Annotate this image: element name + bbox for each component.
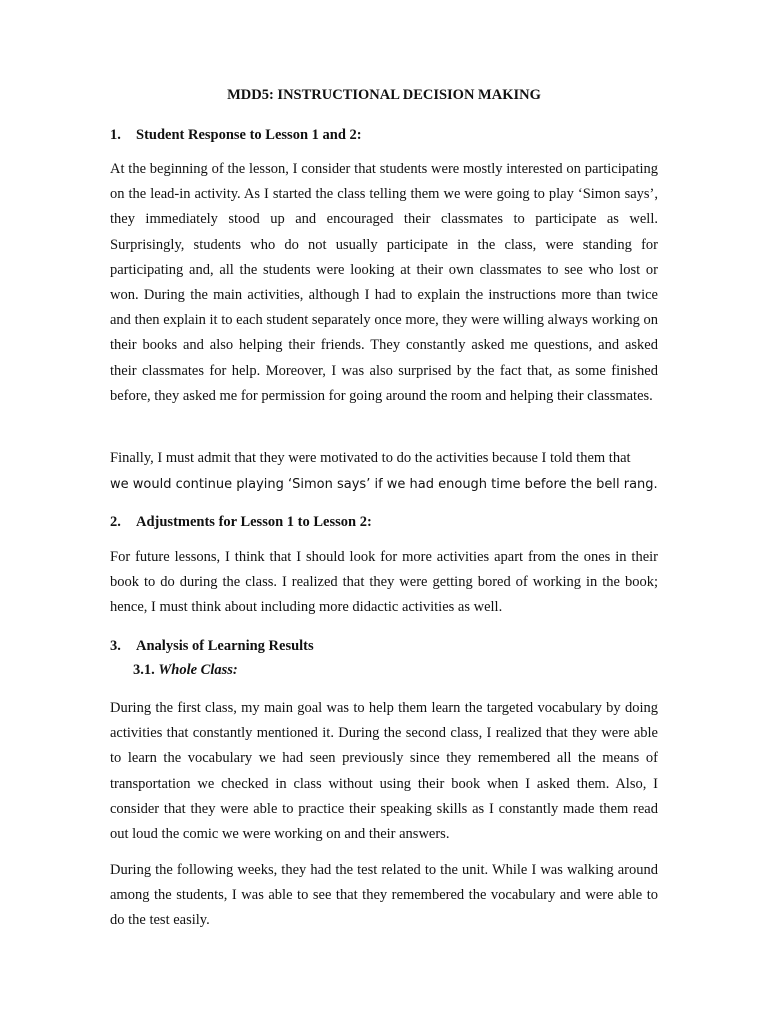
section-2-heading [110, 513, 372, 531]
section-1-paragraph-2-continued: we would continue playing ‘Simon says’ if we had enough time before the bell rang. [110, 477, 658, 492]
section-3-paragraph-1: During the first class, my main goal was to help them learn the targeted vocabulary by doing activities that constantly mentioned it. During the second class, I realized that they were able to learn the vocabulary we had seen previously since they remembered all the means of transportation we checked in class without using their book when I asked them. Also, I consider that they were able to practice their speaking skills as I constantly made them read out loud the comic we were working on and their answers. [110, 700, 658, 843]
subsection-3-1-heading [133, 661, 238, 679]
section-3-title: Analysis of Learning Results [136, 638, 314, 654]
section-3-number: 3. [110, 638, 121, 654]
section-2-number: 2. [110, 514, 121, 530]
document-title: MDD5: INSTRUCTIONAL DECISION MAKING [227, 87, 541, 103]
section-2-paragraph-1: For future lessons, I think that I should look for more activities apart from the ones in their book to do during the class. I realized that they were getting bored of working in the book; hence, I must think about including more didactic activities as well. [110, 549, 658, 616]
section-1-heading [110, 126, 362, 144]
subsection-3-1-title: Whole Class: [158, 662, 238, 678]
subsection-3-1-number: 3.1. [133, 662, 155, 678]
section-1-paragraph-2: Finally, I must admit that they were motivated to do the activities because I told them that [110, 450, 631, 466]
section-1-number: 1. [110, 127, 121, 143]
section-1-title: Student Response to Lesson 1 and 2: [136, 127, 362, 143]
section-3-paragraph-2: During the following weeks, they had the test related to the unit. While I was walking around among the students, I was able to see that they remembered the vocabulary and were able to do the test easily. [110, 862, 658, 929]
section-2-title: Adjustments for Lesson 1 to Lesson 2: [136, 514, 372, 530]
section-1-paragraph-1: At the beginning of the lesson, I consider that students were mostly interested on participating on the lead-in activity. As I started the class telling them we were going to play ‘Simon says’, they immediately stood up and encouraged their classmates to participate as well. Surprisingly, students who do not usually participate in the class, were standing for participating and, all the students were looking at their own classmates to see who lost or won. During the main activities, although I had to explain the instructions more than twice and then explain it to each student separately once more, they were willing always working on their books and also helping their friends. They constantly asked me questions, and asked their classmates for help. Moreover, I was also surprised by the fact that, as some finished before, they asked me for permission for going around the room and helping their classmates. [110, 161, 658, 404]
section-3-heading [110, 637, 314, 655]
